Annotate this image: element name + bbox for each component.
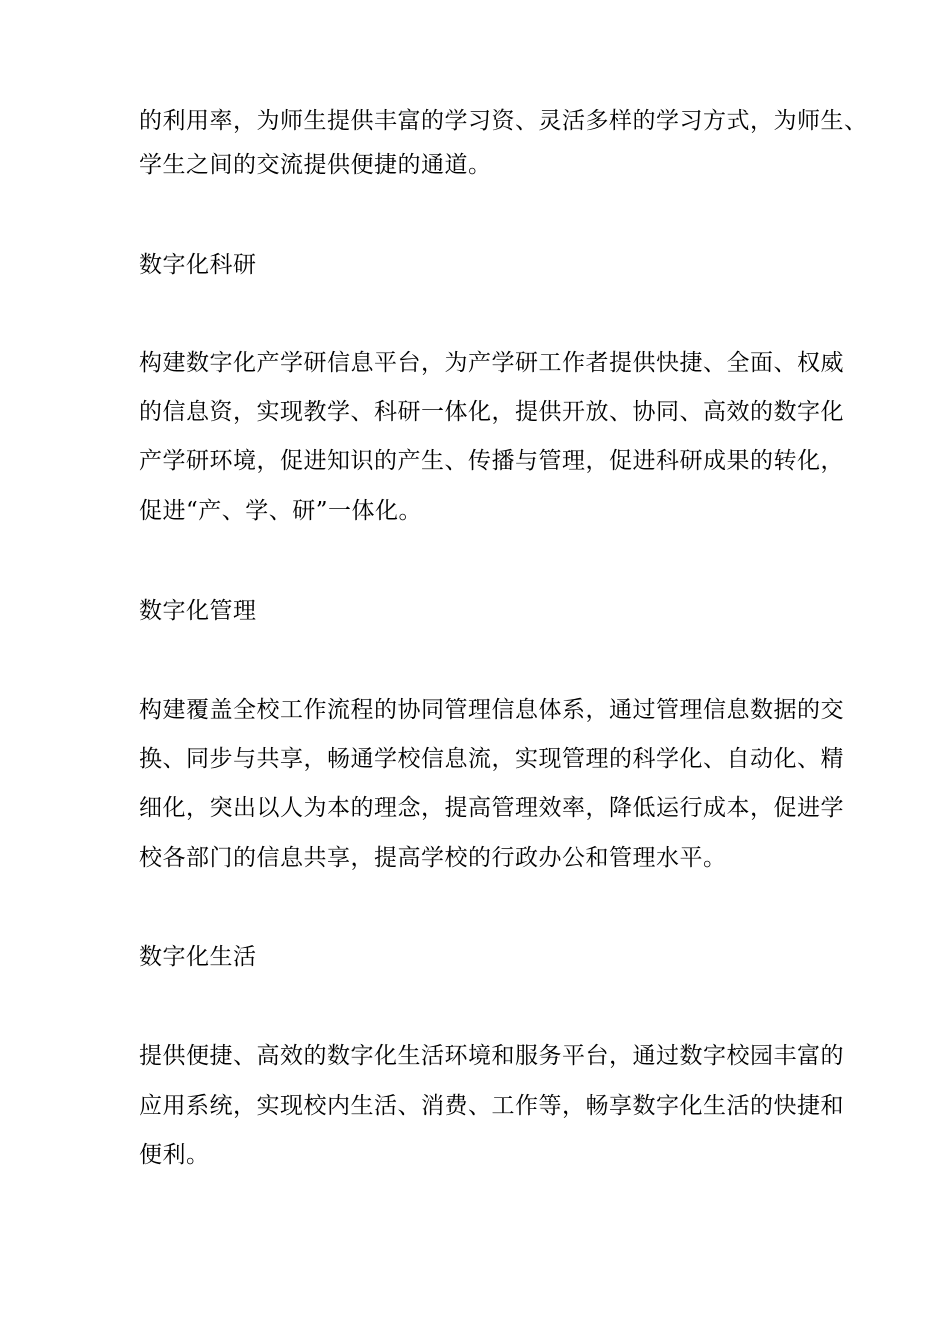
paragraph-2-line-1: 构建数字化产学研信息平台，为产学研工作者提供快捷、全面、权威 bbox=[139, 350, 844, 376]
paragraph-2-line-2: 的信息资，实现教学、科研一体化，提供开放、协同、高效的数字化 bbox=[139, 399, 844, 425]
paragraph-1-line-1: 的利用率，为师生提供丰富的学习资、灵活多样的学习方式，为师生、 bbox=[139, 108, 868, 134]
section-heading-research: 数字化科研 bbox=[139, 252, 257, 278]
paragraph-3-line-2: 换、同步与共享，畅通学校信息流，实现管理的科学化、自动化、精 bbox=[139, 746, 844, 772]
section-heading-life: 数字化生活 bbox=[139, 944, 257, 970]
paragraph-3-line-1: 构建覆盖全校工作流程的协同管理信息体系，通过管理信息数据的交 bbox=[139, 697, 844, 723]
paragraph-3-line-3: 细化，突出以人为本的理念，提高管理效率，降低运行成本，促进学 bbox=[139, 795, 844, 821]
paragraph-4-line-2: 应用系统，实现校内生活、消费、工作等，畅享数字化生活的快捷和 bbox=[139, 1093, 844, 1119]
section-heading-management: 数字化管理 bbox=[139, 598, 257, 624]
paragraph-2-line-3: 产学研环境，促进知识的产生、传播与管理，促进科研成果的转化， bbox=[139, 448, 844, 474]
paragraph-4-line-1: 提供便捷、高效的数字化生活环境和服务平台，通过数字校园丰富的 bbox=[139, 1043, 844, 1069]
paragraph-4-line-3: 便利。 bbox=[139, 1142, 210, 1168]
paragraph-3-line-4: 校各部门的信息共享，提高学校的行政办公和管理水平。 bbox=[139, 845, 727, 871]
paragraph-2-line-4: 促进“产、学、研”一体化。 bbox=[139, 498, 423, 524]
paragraph-1-line-2: 学生之间的交流提供便捷的通道。 bbox=[139, 152, 492, 178]
